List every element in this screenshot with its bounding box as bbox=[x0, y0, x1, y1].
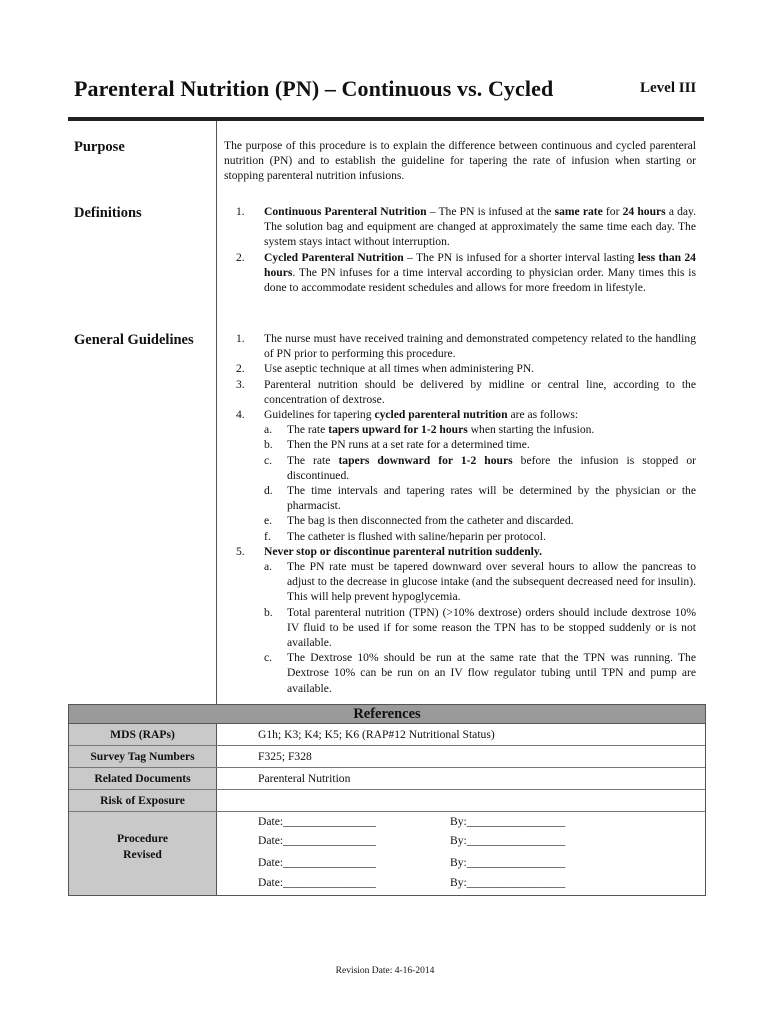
definition-item bbox=[224, 204, 696, 250]
guideline-subitem bbox=[224, 513, 696, 528]
references-table bbox=[68, 704, 706, 896]
guideline-item bbox=[224, 331, 696, 361]
subitem-letter: a. bbox=[264, 560, 273, 574]
title-rule bbox=[68, 117, 704, 121]
guideline-number: 1. bbox=[236, 332, 245, 345]
revision-date: Revision Date: 4-16-2014 bbox=[335, 966, 435, 976]
definition-text: . The PN infuses for a time interval according to physician order. Many times this is done to accommodate resident schedules and allows for more freedom in lifestyle. bbox=[264, 265, 696, 295]
survey-tag-row bbox=[69, 746, 705, 768]
guideline-subitem bbox=[224, 559, 696, 605]
revised-label: Revised bbox=[123, 848, 162, 861]
by-field[interactable]: By:_________________ bbox=[450, 856, 566, 869]
subitem-letter: a. bbox=[264, 423, 273, 437]
subitem-text: The rate bbox=[287, 423, 329, 437]
related-docs-row bbox=[69, 768, 705, 790]
subitem-text: Then the PN runs at a set rate for a determined time. bbox=[287, 438, 530, 452]
guidelines-label: General Guidelines bbox=[74, 332, 194, 348]
subitem-text: The PN rate must be tapered downward over several hours to allow the pancreas to adjust to the decrease in glucose intake (and the subsequent decreased need for insulin). This will help prevent hypoglycemia. bbox=[287, 560, 696, 604]
definition-emphasis: 24 hours bbox=[622, 205, 666, 218]
subitem-emphasis: tapers downward for 1-2 hours bbox=[338, 453, 513, 467]
subitem-text: before the infusion is stopped or discontinued. bbox=[287, 453, 696, 482]
subitem-text: The Dextrose 10% should be run at the same rate that the TPN was running. The Dextrose 10% can be run on an IV flow regulator tubing until TPN and pump are available. bbox=[287, 651, 696, 695]
guideline-number: 5. bbox=[236, 544, 245, 558]
subitem-letter: d. bbox=[264, 484, 273, 498]
definitions-list bbox=[224, 204, 696, 295]
references-heading: References bbox=[69, 705, 705, 724]
guideline-text: are as follows: bbox=[507, 408, 579, 422]
definition-item bbox=[224, 250, 696, 296]
column-divider bbox=[216, 121, 217, 704]
purpose-text: The purpose of this procedure is to explain the difference between continuous and cycled parenteral nutrition (PN) and to establish the guideline for tapering the rate of infusion when starting or stopping parenteral nutrition infusions. bbox=[224, 139, 696, 183]
guideline-text: Guidelines for tapering bbox=[264, 408, 375, 422]
date-field[interactable]: Date:________________ bbox=[258, 876, 376, 889]
mds-row bbox=[69, 724, 705, 746]
subitem-letter: b. bbox=[264, 438, 273, 452]
definition-text: – The PN is infused for a shorter interval lasting bbox=[403, 250, 638, 264]
by-field[interactable]: By:_________________ bbox=[450, 876, 566, 889]
subitem-letter: b. bbox=[264, 605, 273, 619]
subitem-text: when starting the infusion. bbox=[467, 423, 595, 437]
subitem-letter: f. bbox=[264, 529, 271, 543]
definition-emphasis: same rate bbox=[554, 205, 603, 218]
date-field[interactable]: Date:________________ bbox=[258, 856, 376, 869]
subitem-letter: c. bbox=[264, 453, 273, 467]
risk-row bbox=[69, 790, 705, 812]
by-field[interactable]: By:_________________ bbox=[450, 834, 566, 847]
related-docs-label: Related Documents bbox=[94, 772, 191, 785]
date-field[interactable]: Date:________________ bbox=[258, 815, 376, 828]
mds-label: MDS (RAPs) bbox=[110, 728, 175, 741]
subitem-emphasis: tapers upward for 1-2 hours bbox=[328, 423, 468, 437]
related-docs-value: Parenteral Nutrition bbox=[258, 772, 351, 785]
date-field[interactable]: Date:________________ bbox=[258, 834, 376, 847]
guideline-number: 4. bbox=[236, 408, 245, 422]
definition-emphasis: less than 24 hours bbox=[264, 250, 696, 279]
risk-label: Risk of Exposure bbox=[100, 794, 185, 807]
guideline-text: The nurse must have received training and demonstrated competency related to the handling of PN prior to performing this procedure. bbox=[264, 332, 696, 361]
definitions-label: Definitions bbox=[74, 205, 142, 221]
mds-value: G1h; K3; K4; K5; K6 (RAP#12 Nutritional Status) bbox=[258, 728, 495, 741]
subitem-letter: c. bbox=[264, 651, 273, 665]
guideline-item bbox=[224, 361, 696, 376]
definition-text: for bbox=[602, 205, 623, 218]
guideline-text: Parenteral nutrition should be delivered by midline or central line, according to the concentration of dextrose. bbox=[264, 377, 696, 406]
subitem-text: Total parenteral nutrition (TPN) (>10% dextrose) orders should include dextrose 10% IV fluid to be used if for some reason the TPN has to be stopped suddenly or is not available. bbox=[287, 605, 696, 650]
subitem-text: The catheter is flushed with saline/heparin per protocol. bbox=[287, 529, 546, 543]
guidelines-list bbox=[224, 331, 696, 696]
survey-tag-value: F325; F328 bbox=[258, 750, 312, 763]
guideline-emphasis: Never stop or discontinue parenteral nutrition suddenly bbox=[264, 544, 540, 558]
guideline-number: 2. bbox=[236, 362, 245, 376]
procedure-revised-label bbox=[69, 831, 216, 863]
guideline-subitem bbox=[224, 437, 696, 452]
by-field[interactable]: By:_________________ bbox=[450, 815, 566, 828]
guideline-subitem bbox=[224, 605, 696, 651]
survey-tag-label: Survey Tag Numbers bbox=[90, 750, 195, 763]
guideline-subitem bbox=[224, 422, 696, 437]
subitem-text: The time intervals and tapering rates will be determined by the physician or the pharmacist. bbox=[287, 484, 696, 513]
guideline-subitem bbox=[224, 483, 696, 513]
guideline-emphasis: cycled parenteral nutrition bbox=[374, 408, 508, 422]
subitem-text: The rate bbox=[287, 453, 339, 467]
level-label: Level III bbox=[640, 80, 697, 96]
guideline-item bbox=[224, 377, 696, 407]
guideline-subitem bbox=[224, 529, 696, 544]
guideline-text: Use aseptic technique at all times when administering PN. bbox=[264, 362, 535, 376]
page-title: Parenteral Nutrition (PN) – Continuous vs. Cycled bbox=[74, 76, 554, 101]
guideline-item bbox=[224, 407, 696, 544]
definition-text: a day. The solution bag and equipment are changed at approximately the same time each day. The system stays intact without interruption. bbox=[264, 205, 697, 249]
procedure-label: Procedure bbox=[116, 832, 169, 845]
guideline-item: 5. Never stop or discontinue parenteral nutrition suddenly. a. The PN rate must be tapered downward over several hours to allow the pancreas to adjust to the decrease in glucose intake (and the subsequent decreased need for insulin). This will help prevent hypoglycemia. b. Total parenteral nutrition (TPN) (>10% dextrose) orders should include dextrose 10% IV fluid to be used if for some reason the TPN has to be stopped suddenly or is not available. c. The Dextrose 10% should be run at the same rate that the TPN was running. The Dextrose 10% can be run on an IV flow regulator tubing until TPN and pump are available. bbox=[224, 544, 696, 696]
definition-number: 1. bbox=[236, 205, 245, 218]
subitem-text: The bag is then disconnected from the catheter and discarded. bbox=[287, 514, 574, 528]
guideline-subitem bbox=[224, 453, 696, 483]
purpose-label: Purpose bbox=[74, 139, 125, 155]
guideline-subitem bbox=[224, 650, 696, 696]
guideline-number: 3. bbox=[236, 377, 245, 391]
definition-number: 2. bbox=[236, 250, 245, 264]
definition-term: Continuous Parenteral Nutrition bbox=[264, 205, 427, 218]
definition-text: – The PN is infused at the bbox=[426, 205, 555, 218]
subitem-letter: e. bbox=[264, 514, 273, 528]
definition-term: Cycled Parenteral Nutrition bbox=[264, 250, 404, 264]
